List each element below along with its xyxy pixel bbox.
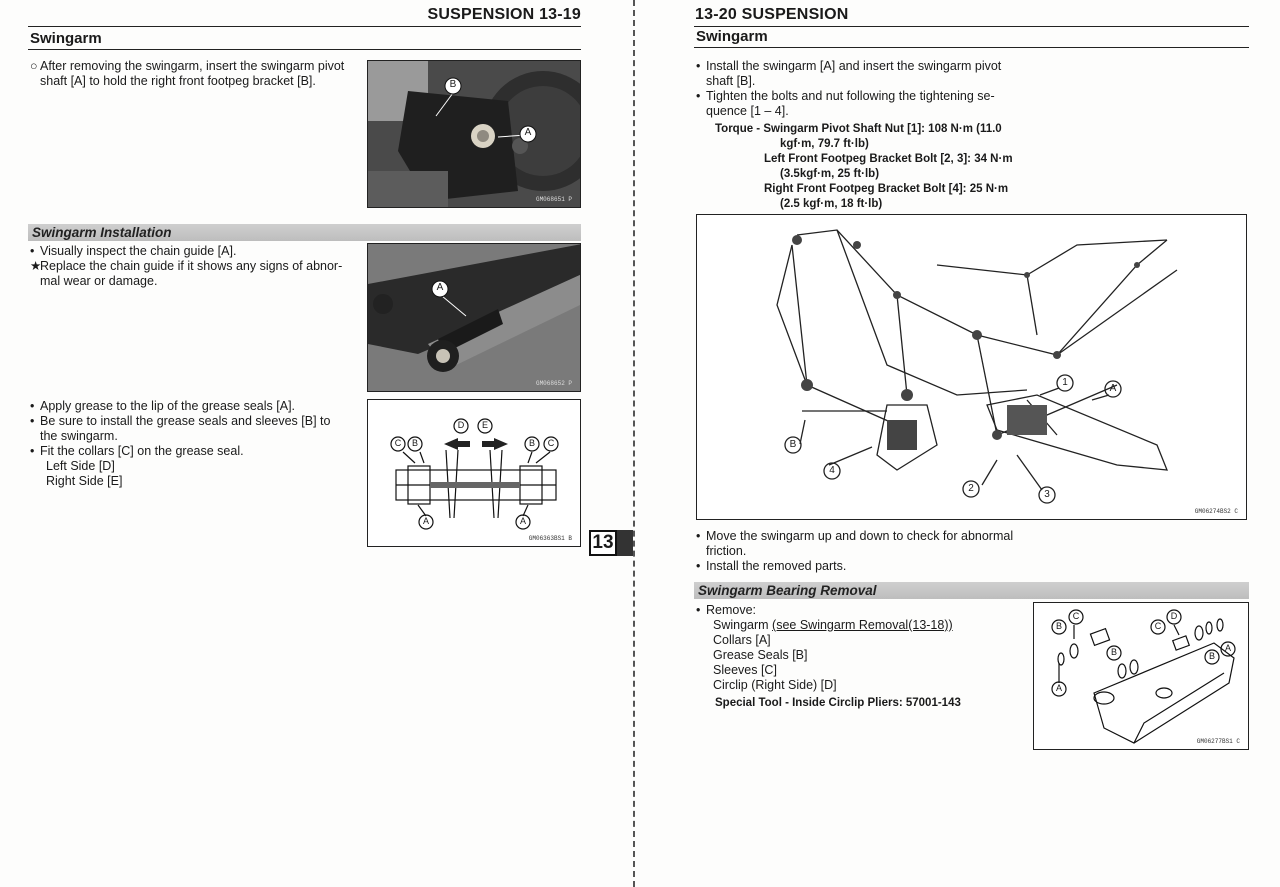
bullet-text: Remove: (706, 603, 757, 617)
callout-b-right: B (1208, 651, 1215, 661)
callout-2: 2 (968, 483, 974, 494)
star-replace-chain-guide (30, 259, 360, 289)
bullet-text: Visually inspect the chain guide [A]. (40, 244, 237, 258)
running-head-left: SUSPENSION 13-19 (427, 6, 581, 23)
callout-a: A (436, 282, 444, 293)
callout-1: 1 (1062, 377, 1068, 388)
figure-code: GM06277BS1 C (1196, 738, 1240, 745)
section-rule (694, 47, 1249, 48)
photo-swingarm-pivot (367, 60, 581, 208)
callout-c-right: C (547, 438, 555, 448)
frame-diagram-drawing (697, 215, 1247, 520)
subhead-bearing-removal: Swingarm Bearing Removal (694, 582, 1249, 599)
callout-b-right: B (528, 438, 535, 448)
bullet-dot: • (696, 603, 701, 617)
callout-a-left: A (1055, 683, 1062, 693)
chapter-tab-block (617, 530, 633, 556)
remove-item-circlip: Circlip (Right Side) [D] (713, 678, 837, 692)
figure-code: GM068651 P (535, 196, 572, 203)
chain-guide-drawing (368, 244, 581, 392)
bullet-inspect-chain-guide (30, 244, 360, 259)
figure-code: GM06274BS2 C (1194, 508, 1238, 515)
circle-marker: ○ (30, 59, 38, 73)
diagram-grease-seals (367, 399, 581, 547)
bullet-dot: • (30, 399, 35, 413)
left-side-label: Left Side [D] (46, 459, 115, 473)
figure-code: GM068652 P (535, 380, 572, 387)
bullet-text: Apply grease to the lip of the grease seals [A]. (40, 399, 296, 413)
star-line-2: mal wear or damage. (40, 274, 158, 288)
torque-line-3: Left Front Footpeg Bracket Bolt [2, 3]: 34 N·m (764, 153, 1013, 165)
seal-diagram-drawing (368, 400, 581, 547)
left-page (0, 0, 636, 887)
bullet-apply-grease (30, 399, 360, 414)
callout-b-center: B (1110, 647, 1117, 657)
bullet-line-2: quence [1 – 4]. (706, 104, 789, 118)
torque-line-6: (2.5 kgf·m, 18 ft·lb) (780, 198, 883, 210)
bullet-dot: • (696, 529, 701, 543)
bullet-dot: • (696, 59, 701, 73)
star-line-1: Replace the chain guide if it shows any signs of abnor- (40, 259, 343, 273)
callout-b: B (1055, 621, 1062, 631)
item-text: Swingarm (713, 618, 773, 632)
remove-item-grease-seals: Grease Seals [B] (713, 648, 808, 662)
photo-chain-guide (367, 243, 581, 392)
star-marker: ★ (30, 259, 42, 273)
chapter-tab (589, 530, 633, 556)
callout-a: A (1109, 383, 1117, 394)
bullet-line-1: Be sure to install the grease seals and sleeves [B] to (40, 414, 331, 428)
callout-e: E (481, 420, 488, 430)
bullet-line-1: Tighten the bolts and nut following the tightening se- (706, 89, 995, 103)
cross-reference-link[interactable]: (see Swingarm Removal(13-18)) (772, 618, 953, 632)
diagram-bearing-exploded (1033, 602, 1249, 750)
callout-3: 3 (1044, 489, 1050, 500)
special-tool: Special Tool - Inside Circlip Pliers: 57001-143 (715, 697, 961, 709)
callout-b: B (789, 439, 797, 450)
bullet-dot: • (696, 89, 701, 103)
callout-a-right: A (1224, 643, 1231, 653)
removal-note (30, 59, 360, 89)
bullet-dot: • (696, 559, 701, 573)
section-title-right: Swingarm (696, 28, 768, 45)
page-gutter (633, 0, 635, 887)
bullet-move-swingarm (696, 529, 1036, 559)
section-title-left: Swingarm (30, 30, 102, 47)
subhead-swingarm-installation: Swingarm Installation (28, 224, 581, 241)
figure-code: GM06363BS1 B (528, 535, 572, 542)
bullet-remove (696, 603, 1016, 618)
remove-item-swingarm (713, 618, 953, 633)
torque-line-1: Torque - Swingarm Pivot Shaft Nut [1]: 108 N·m (11.0 (715, 123, 1002, 135)
bullet-install-swingarm (696, 59, 1026, 89)
callout-a-right: A (519, 516, 526, 526)
right-side-label: Right Side [E] (46, 474, 123, 488)
callout-d: D (1170, 611, 1178, 621)
bullet-dot: • (30, 244, 35, 258)
bullet-line-2: friction. (706, 544, 747, 558)
remove-item-collars: Collars [A] (713, 633, 771, 647)
bullet-install-parts (696, 559, 1036, 574)
bullet-dot: • (30, 444, 35, 458)
bullet-text: Install the removed parts. (706, 559, 847, 573)
callout-c-left: C (394, 438, 402, 448)
bullet-fit-collars (30, 444, 360, 459)
header-rule (28, 26, 581, 27)
bullet-text: Fit the collars [C] on the grease seal. (40, 444, 244, 458)
bullet-line-1: Install the swingarm [A] and insert the swingarm pivot (706, 59, 1002, 73)
bullet-line-2: the swingarm. (40, 429, 118, 443)
callout-c: C (1072, 611, 1080, 621)
diagram-frame-swingarm (696, 214, 1247, 520)
torque-line-5: Right Front Footpeg Bracket Bolt [4]: 25 N·m (764, 183, 1009, 195)
callout-4: 4 (829, 465, 835, 476)
bullet-dot: • (30, 414, 35, 428)
running-head-right: 13-20 SUSPENSION (695, 6, 849, 23)
bearing-diagram-drawing (1034, 603, 1249, 750)
chapter-number: 13 (589, 530, 617, 556)
header-rule (694, 26, 1249, 27)
removal-note-line-1: After removing the swingarm, insert the swingarm pivot (40, 59, 345, 73)
removal-note-line-2: shaft [A] to hold the right front footpeg bracket [B]. (40, 74, 316, 88)
callout-d: D (457, 420, 465, 430)
callout-a-left: A (422, 516, 429, 526)
engine-photo-drawing (368, 61, 581, 208)
callout-b: B (449, 79, 457, 90)
right-page (637, 0, 1280, 887)
torque-line-2: kgf·m, 79.7 ft·lb) (780, 138, 869, 150)
bullet-line-2: shaft [B]. (706, 74, 756, 88)
callout-a: A (524, 127, 532, 138)
callout-c-right: C (1154, 621, 1162, 631)
callout-b-left: B (411, 438, 418, 448)
remove-item-sleeves: Sleeves [C] (713, 663, 777, 677)
section-rule (28, 49, 581, 50)
bullet-install-seals (30, 414, 360, 444)
torque-line-4: (3.5kgf·m, 25 ft·lb) (780, 168, 880, 180)
bullet-tighten-bolts (696, 89, 1026, 119)
bullet-line-1: Move the swingarm up and down to check for abnormal (706, 529, 1014, 543)
